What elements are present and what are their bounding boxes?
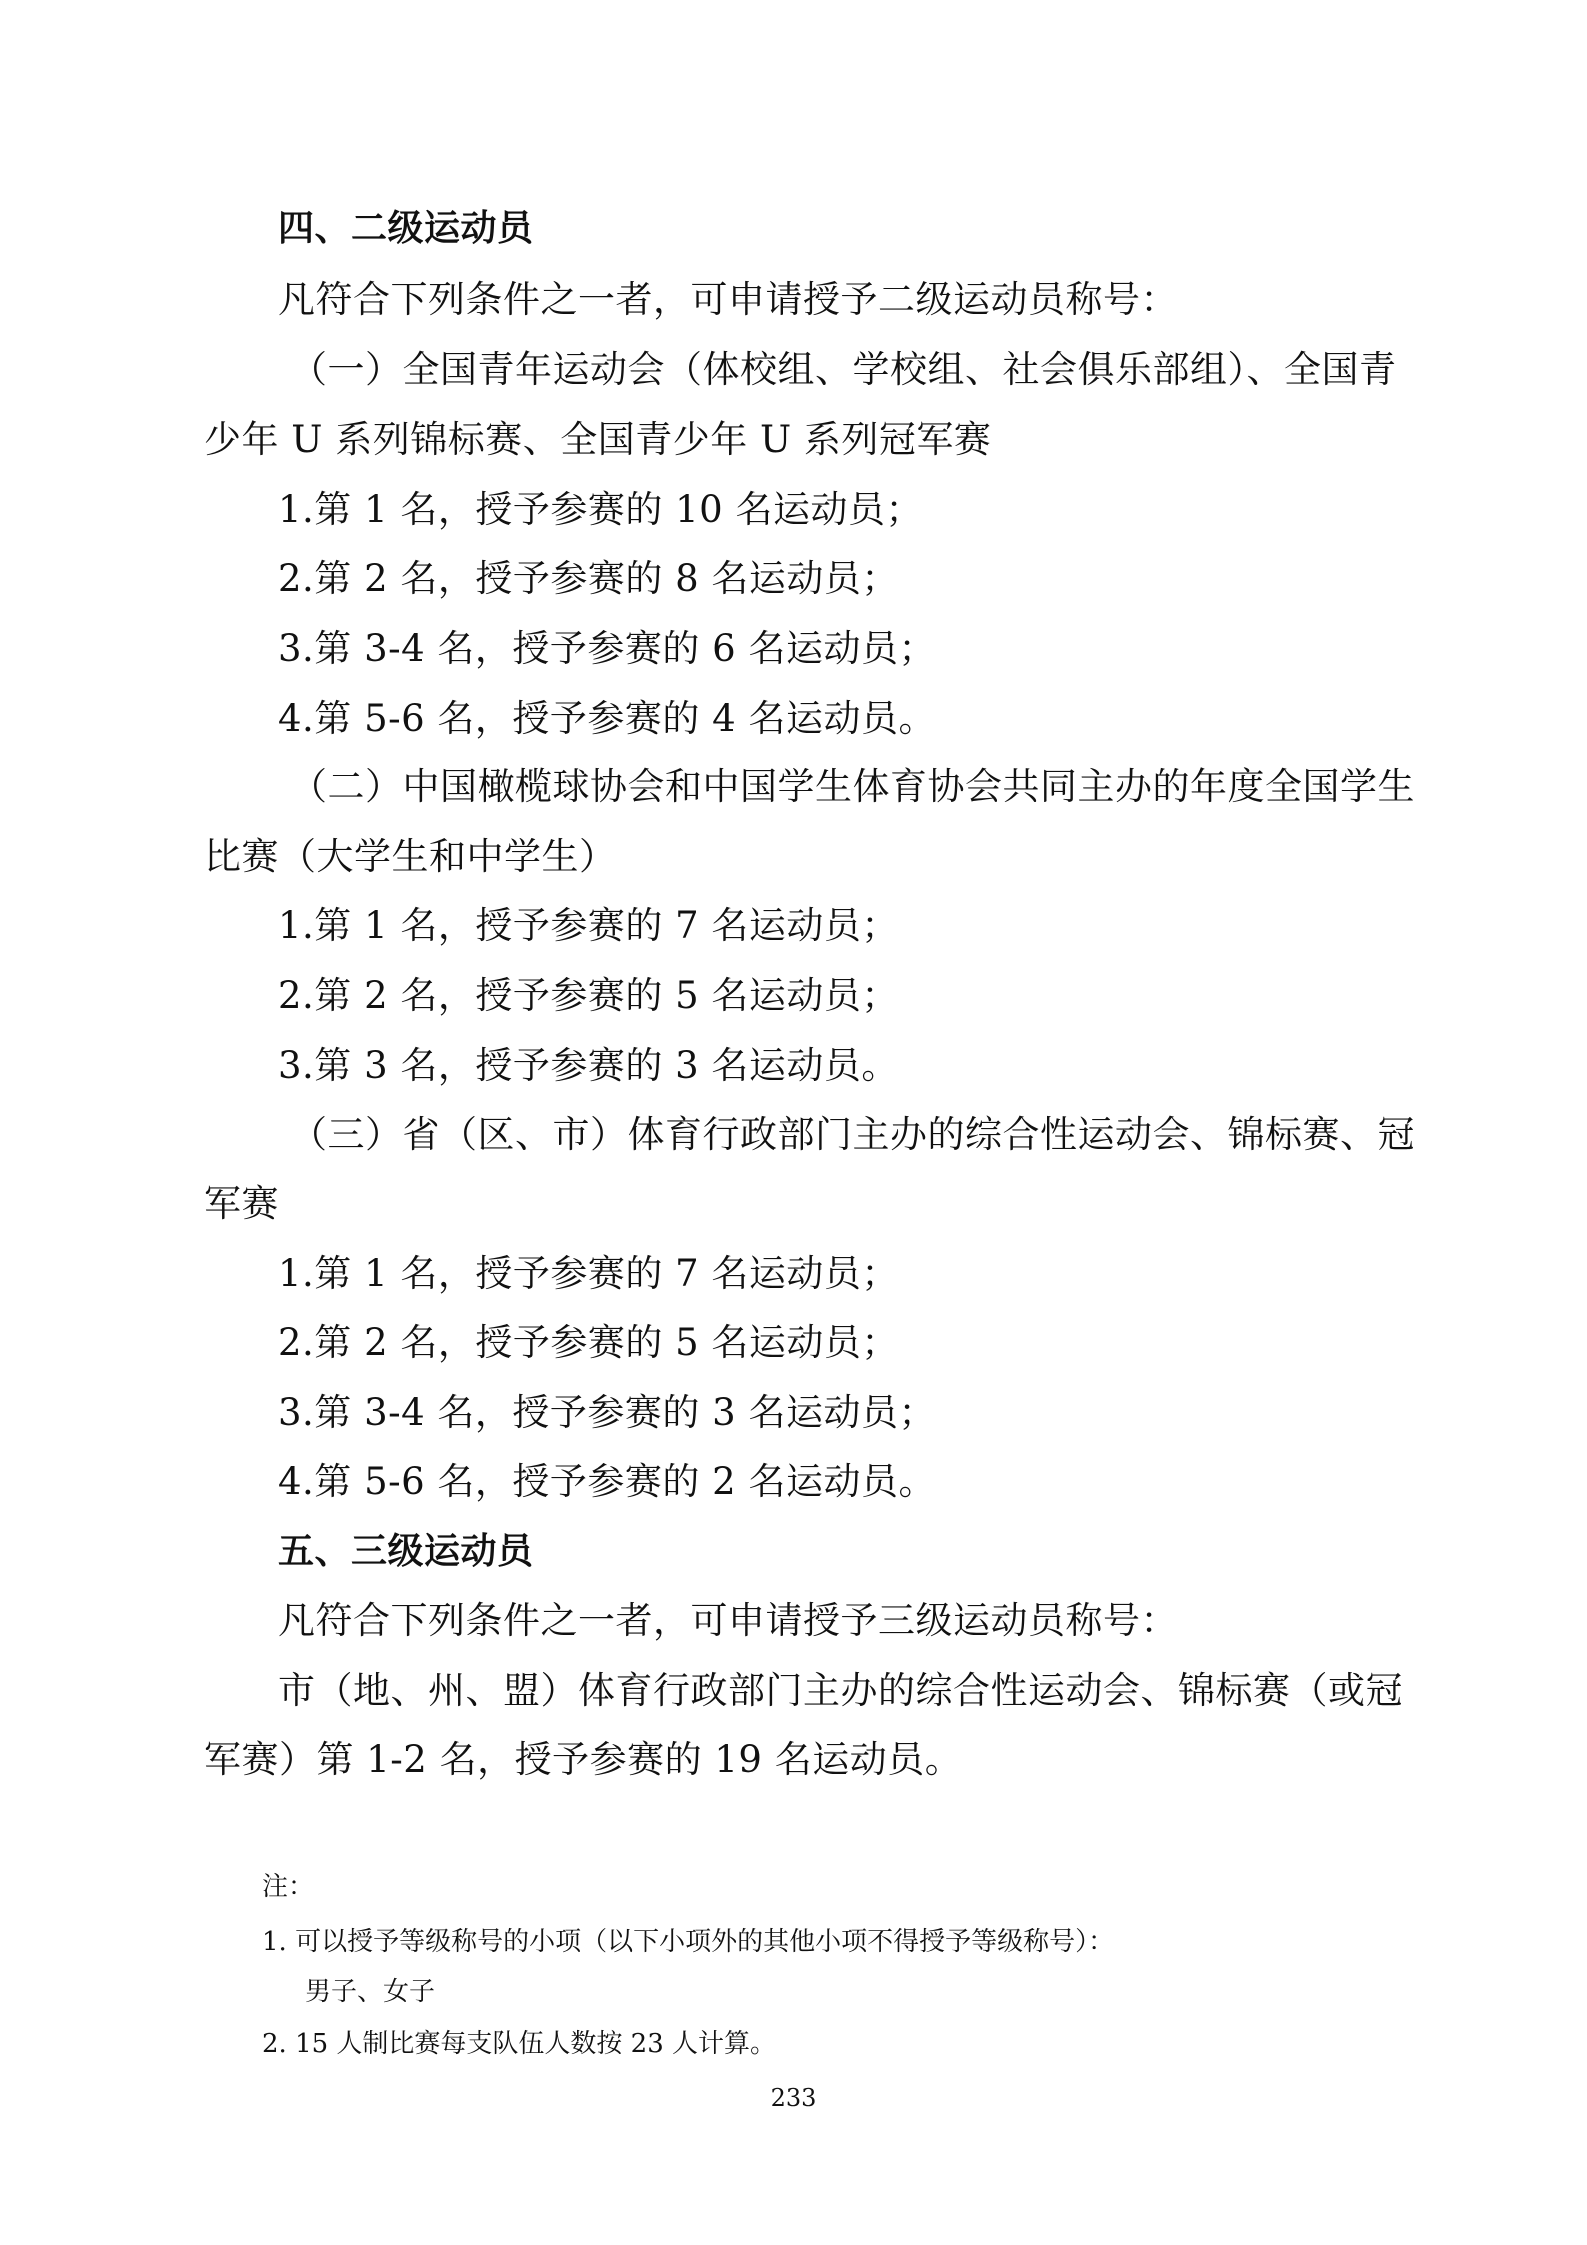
section4-sub1-item-4: 4.第 5-6 名，授予参赛的 4 名运动员。 — [278, 697, 936, 740]
section4-sub3-item-2: 2.第 2 名，授予参赛的 5 名运动员； — [278, 1321, 899, 1364]
section4-sub2-item-3: 3.第 3 名，授予参赛的 3 名运动员。 — [278, 1044, 899, 1087]
page-number: 233 — [770, 2084, 817, 2112]
note-item-2: 2. 15 人制比赛每支队伍人数按 23 人计算。 — [262, 2029, 777, 2059]
section4-sub3-item-4: 4.第 5-6 名，授予参赛的 2 名运动员。 — [278, 1460, 936, 1503]
section4-sub3-item-1: 1.第 1 名，授予参赛的 7 名运动员； — [278, 1252, 899, 1295]
section4-sub3-title-line2: 军赛 — [204, 1182, 279, 1225]
section4-sub3-title-line1: （三）省（区、市）体育行政部门主办的综合性运动会、锦标赛、冠 — [290, 1113, 1415, 1156]
section4-sub1-title-line1: （一）全国青年运动会（体校组、学校组、社会俱乐部组）、全国青 — [290, 348, 1397, 391]
section5-body-line1: 市（地、州、盟）体育行政部门主办的综合性运动会、锦标赛（或冠 — [278, 1669, 1403, 1712]
section4-intro: 凡符合下列条件之一者，可申请授予二级运动员称号： — [278, 278, 1178, 321]
section5-heading: 五、三级运动员 — [278, 1531, 534, 1572]
note-item-1: 1. 可以授予等级称号的小项（以下小项外的其他小项不得授予等级称号）： — [262, 1927, 1115, 1957]
section4-sub1-item-1: 1.第 1 名，授予参赛的 10 名运动员； — [278, 488, 923, 531]
section5-body-line2: 军赛）第 1-2 名，授予参赛的 19 名运动员。 — [204, 1738, 963, 1781]
note-item-1-continuation: 男子、女子 — [305, 1977, 436, 2007]
section4-sub2-item-2: 2.第 2 名，授予参赛的 5 名运动员； — [278, 974, 899, 1017]
section4-sub1-item-3: 3.第 3-4 名，授予参赛的 6 名运动员； — [278, 627, 936, 670]
section4-heading: 四、二级运动员 — [278, 208, 534, 249]
section4-sub2-title-line1: （二）中国橄榄球协会和中国学生体育协会共同主办的年度全国学生 — [290, 765, 1415, 808]
section4-sub1-title-line2: 少年 U 系列锦标赛、全国青少年 U 系列冠军赛 — [204, 418, 992, 461]
section4-sub2-title-line2: 比赛（大学生和中学生） — [204, 835, 617, 878]
section5-intro: 凡符合下列条件之一者，可申请授予三级运动员称号： — [278, 1599, 1178, 1642]
section4-sub3-item-3: 3.第 3-4 名，授予参赛的 3 名运动员； — [278, 1391, 936, 1434]
notes-label: 注： — [262, 1872, 315, 1902]
section4-sub2-item-1: 1.第 1 名，授予参赛的 7 名运动员； — [278, 904, 899, 947]
section4-sub1-item-2: 2.第 2 名，授予参赛的 8 名运动员； — [278, 557, 899, 600]
